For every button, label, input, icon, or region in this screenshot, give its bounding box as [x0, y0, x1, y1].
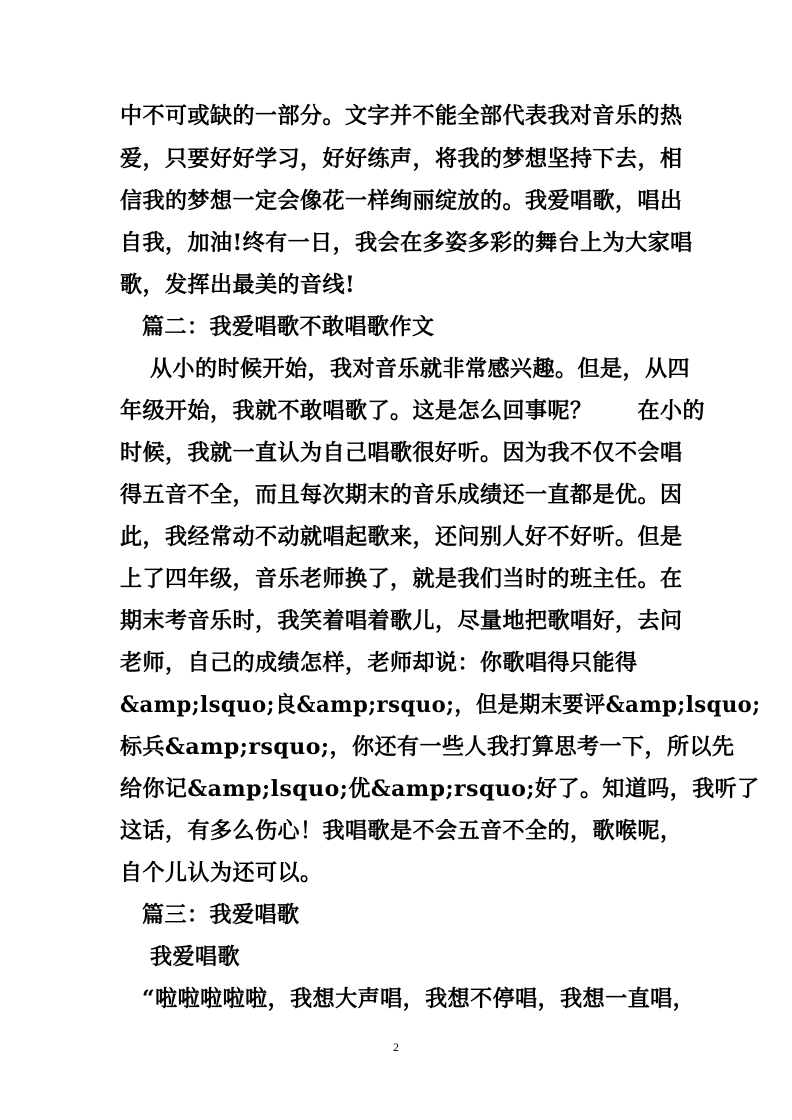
section-heading: 篇二：我爱唱歌不敢唱歌作文 — [142, 314, 435, 340]
page-number: 2 — [393, 1040, 399, 1054]
text-line: 期末考音乐时，我笑着唱着歌儿，尽量地把歌唱好，去问 — [120, 608, 683, 634]
text-line: 歌，发挥出最美的音线! — [120, 272, 356, 298]
text-line: 得五音不全，而且每次期末的音乐成绩还一直都是优。因 — [120, 482, 683, 508]
text-line: 上了四年级，音乐老师换了，就是我们当时的班主任。在 — [120, 566, 683, 592]
text-line: 这话，有多么伤心！我唱歌是不会五音不全的，歌喉呢， — [120, 818, 683, 844]
text-line: 自个儿认为还可以。 — [120, 860, 323, 886]
article-title: 我爱唱歌 — [150, 944, 241, 970]
text-line: 从小的时候开始，我对音乐就非常感兴趣。但是，从四 — [150, 356, 691, 382]
text-line: 标兵&amp;rsquo;，你还有一些人我打算思考一下，所以先 — [120, 734, 735, 760]
text-line: 中不可或缺的一部分。文字并不能全部代表我对音乐的热 — [120, 103, 683, 129]
section-heading: 篇三：我爱唱歌 — [142, 902, 300, 928]
text-line: “啦啦啦啦啦，我想大声唱，我想不停唱，我想一直唱， — [142, 986, 696, 1012]
text-line: 自我，加油!终有一日，我会在多姿多彩的舞台上为大家唱 — [120, 230, 693, 256]
text-line: 老师，自己的成绩怎样，老师却说：你歌唱得只能得 — [120, 650, 638, 676]
text-line: 年级开始，我就不敢唱歌了。这是怎么回事呢？ 在小的 — [120, 398, 706, 424]
text-line: 信我的梦想一定会像花一样绚丽绽放的。我爱唱歌，唱出 — [120, 188, 683, 214]
text-line: &amp;lsquo;良&amp;rsquo;，但是期末要评&amp;lsquo; — [120, 692, 761, 718]
text-line: 爱，只要好好学习，好好练声，将我的梦想坚持下去，相 — [120, 146, 683, 172]
text-line: 给你记&amp;lsquo;优&amp;rsquo;好了。知道吗，我听了 — [120, 776, 760, 802]
text-line: 时候，我就一直认为自己唱歌很好听。因为我不仅不会唱 — [120, 440, 683, 466]
text-line: 此，我经常动不动就唱起歌来，还问别人好不好听。但是 — [120, 524, 683, 550]
